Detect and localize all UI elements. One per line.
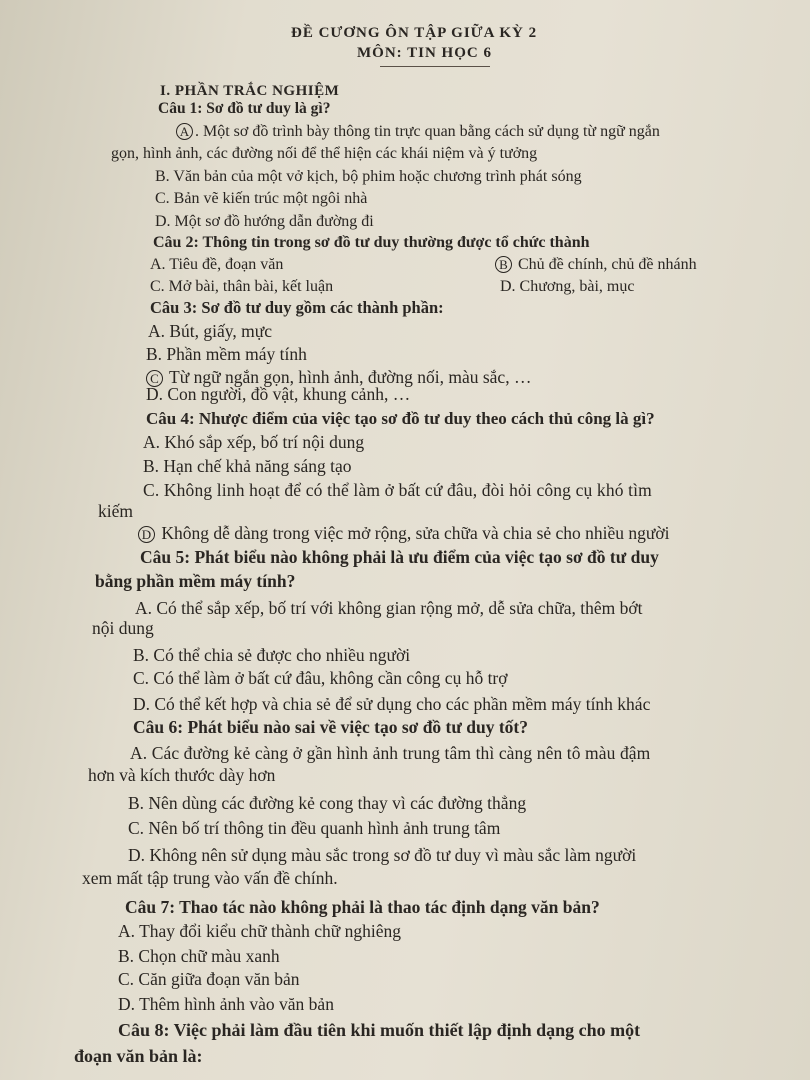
- section-title: I. PHẦN TRẮC NGHIỆM: [160, 83, 340, 99]
- question-5-continued: bằng phần mềm máy tính?: [95, 571, 296, 591]
- q5-option-a: A. Có thể sắp xếp, bố trí với không gian rộng mở, dễ sửa chữa, thêm bớt: [135, 598, 643, 618]
- q6-option-d-continued: xem mất tập trung vào vấn đề chính.: [82, 868, 338, 888]
- q6-option-b: B. Nên dùng các đường kẻ cong thay vì các đường thẳng: [128, 793, 527, 813]
- question-8: Câu 8: Việc phải làm đầu tiên khi muốn thiết lập định dạng cho một: [118, 1020, 641, 1040]
- q4-option-b: B. Hạn chế khả năng sáng tạo: [143, 456, 352, 476]
- q1-option-d: D. Một sơ đồ hướng dẫn đường đi: [155, 213, 374, 230]
- answer-circle-mark: C: [146, 370, 163, 387]
- q3-option-b: B. Phần mềm máy tính: [146, 344, 307, 364]
- question-2: Câu 2: Thông tin trong sơ đồ tư duy thường được tổ chức thành: [153, 234, 590, 251]
- question-7: Câu 7: Thao tác nào không phải là thao tác định dạng văn bản?: [125, 897, 600, 917]
- q6-option-a: A. Các đường kẻ càng ở gần hình ảnh trung tâm thì càng nên tô màu đậm: [130, 743, 651, 763]
- question-6: Câu 6: Phát biểu nào sai về việc tạo sơ đồ tư duy tốt?: [133, 717, 528, 737]
- q1-option-b: B. Văn bản của một vở kịch, bộ phim hoặc chương trình phát sóng: [155, 168, 582, 185]
- answer-circle-mark: D: [138, 526, 155, 543]
- question-8-continued: đoạn văn bản là:: [74, 1046, 203, 1066]
- q1-option-a-continued: gọn, hình ảnh, các đường nối để thể hiện các khái niệm và ý tưởng: [111, 145, 538, 162]
- q2-option-b: [495, 254, 697, 276]
- answer-circle-mark: B: [495, 256, 512, 273]
- q6-option-a-continued: hơn và kích thước dày hơn: [88, 765, 276, 785]
- q1-option-c: C. Bản vẽ kiến trúc một ngôi nhà: [155, 190, 368, 207]
- q3-option-a: A. Bút, giấy, mực: [148, 321, 273, 341]
- q7-option-a: A. Thay đổi kiểu chữ thành chữ nghiêng: [118, 921, 402, 941]
- q4-option-c: C. Không linh hoạt để có thể làm ở bất cứ đâu, đòi hỏi công cụ khó tìm: [143, 480, 652, 500]
- subtitle-underline: [380, 66, 490, 67]
- q4-option-d: [138, 522, 670, 544]
- question-3: Câu 3: Sơ đồ tư duy gồm các thành phần:: [150, 298, 444, 317]
- q7-option-b: B. Chọn chữ màu xanh: [118, 946, 280, 966]
- q1-option-a-text: . Một sơ đồ trình bày thông tin trực quan bằng cách sử dụng từ ngữ ngắn: [195, 123, 660, 140]
- q3-option-c-text: Từ ngữ ngắn gọn, hình ảnh, đường nối, màu sắc, …: [165, 367, 532, 387]
- q4-option-a: A. Khó sắp xếp, bố trí nội dung: [143, 432, 365, 452]
- document-title: ĐỀ CƯƠNG ÔN TẬP GIỮA KỲ 2: [291, 25, 538, 41]
- q4-option-c-continued: kiếm: [98, 501, 133, 521]
- question-1: Câu 1: Sơ đồ tư duy là gì?: [158, 100, 331, 117]
- q5-option-a-continued: nội dung: [92, 618, 154, 638]
- q5-option-d: D. Có thể kết hợp và chia sẻ để sử dụng cho các phần mềm máy tính khác: [133, 694, 651, 714]
- q1-option-a: [176, 121, 660, 143]
- document-subtitle: MÔN: TIN HỌC 6: [357, 45, 492, 61]
- q2-option-a: A. Tiêu đề, đoạn văn: [150, 256, 284, 273]
- q5-option-b: B. Có thể chia sẻ được cho nhiều người: [133, 645, 411, 665]
- q3-option-d: D. Con người, đồ vật, khung cảnh, …: [146, 384, 411, 404]
- q5-option-c: C. Có thể làm ở bất cứ đâu, không cần công cụ hỗ trợ: [133, 668, 508, 688]
- q7-option-d: D. Thêm hình ảnh vào văn bản: [118, 994, 334, 1014]
- q4-option-d-text: Không dễ dàng trong việc mở rộng, sửa chữa và chia sẻ cho nhiều người: [157, 523, 670, 543]
- q6-option-c: C. Nên bố trí thông tin đều quanh hình ảnh trung tâm: [128, 818, 501, 838]
- answer-circle-mark: A: [176, 123, 193, 140]
- q2-option-b-text: Chủ đề chính, chủ đề nhánh: [514, 256, 697, 273]
- q6-option-d: D. Không nên sử dụng màu sắc trong sơ đồ tư duy vì màu sắc làm người: [128, 845, 637, 865]
- q7-option-c: C. Căn giữa đoạn văn bản: [118, 969, 300, 989]
- q2-option-c: C. Mở bài, thân bài, kết luận: [150, 278, 334, 295]
- question-5: Câu 5: Phát biểu nào không phải là ưu điểm của việc tạo sơ đồ tư duy: [140, 547, 659, 567]
- question-4: Câu 4: Nhược điểm của việc tạo sơ đồ tư duy theo cách thủ công là gì?: [146, 409, 655, 428]
- q2-option-d: D. Chương, bài, mục: [500, 278, 635, 295]
